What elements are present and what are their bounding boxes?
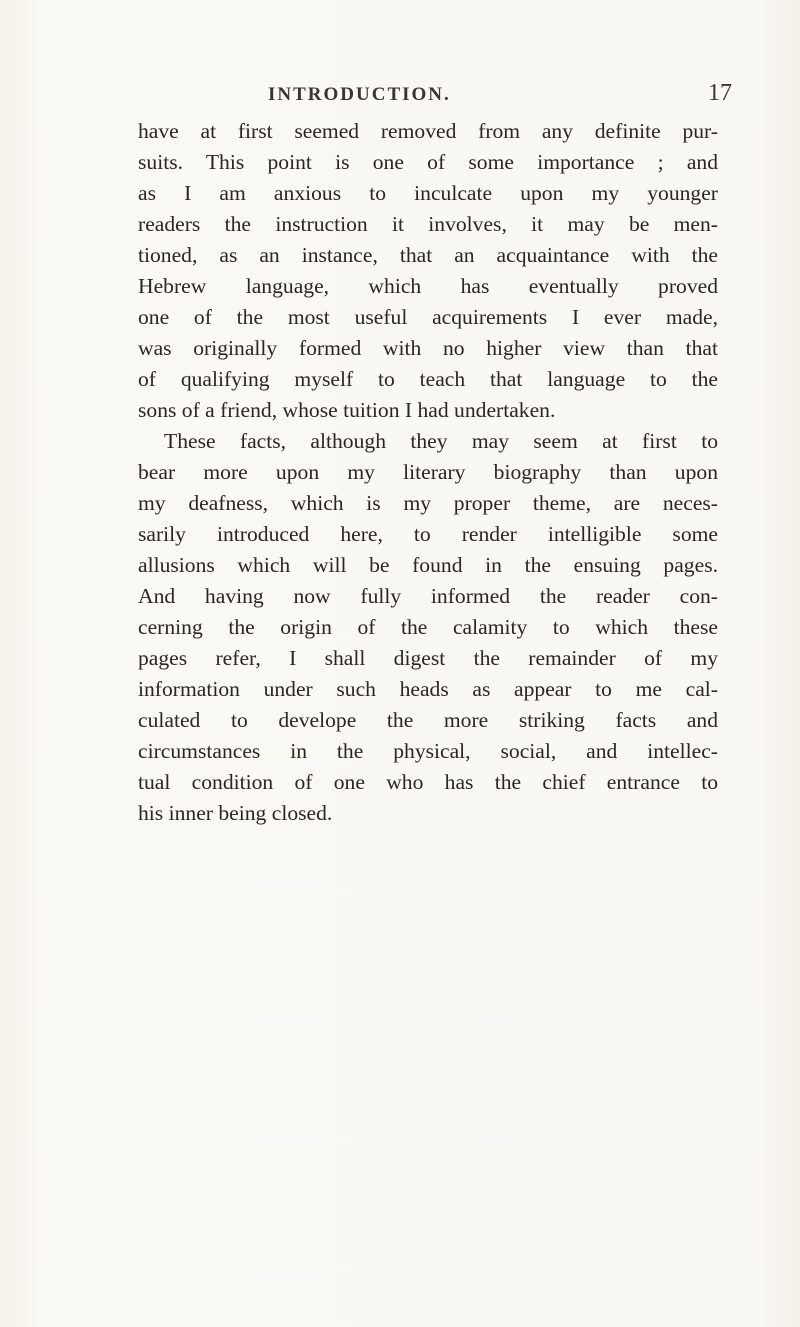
text-line: pages refer, I shall digest the remainder of my (138, 646, 718, 670)
text-line: was originally formed with no higher view than that (138, 336, 718, 360)
text-line: readers the instruction it involves, it may be men- (138, 212, 718, 236)
text-line: culated to develope the more striking facts and (138, 708, 718, 732)
text-line: suits. This point is one of some importance ; and (138, 150, 718, 174)
text-line: as I am anxious to inculcate upon my younger (138, 181, 718, 205)
text-line: tioned, as an instance, that an acquaintance with the (138, 243, 718, 267)
body-text (138, 116, 718, 829)
text-line: sons of a friend, whose tuition I had undertaken. (138, 398, 556, 422)
running-head (0, 80, 800, 110)
text-line: his inner being closed. (138, 801, 333, 825)
text-line: my deafness, which is my proper theme, are neces- (138, 491, 718, 515)
text-line: allusions which will be found in the ensuing pages. (138, 553, 718, 577)
text-line: one of the most useful acquirements I ever made, (138, 305, 718, 329)
text-line: circumstances in the physical, social, and intellec- (138, 739, 718, 763)
text-line: bear more upon my literary biography than upon (138, 460, 718, 484)
paragraph-start-line: These facts, although they may seem at first to (164, 429, 718, 453)
text-line: sarily introduced here, to render intelligible some (138, 522, 718, 546)
text-line: of qualifying myself to teach that language to the (138, 367, 718, 391)
text-line: cerning the origin of the calamity to which these (138, 615, 718, 639)
text-line: have at first seemed removed from any definite pur- (138, 119, 718, 143)
running-title: INTRODUCTION. (268, 84, 451, 105)
page-number: 17 (708, 80, 732, 106)
text-line: information under such heads as appear to me cal- (138, 677, 718, 701)
text-line: Hebrew language, which has eventually proved (138, 274, 718, 298)
text-line: tual condition of one who has the chief entrance to (138, 770, 718, 794)
text-line: And having now fully informed the reader con- (138, 584, 718, 608)
